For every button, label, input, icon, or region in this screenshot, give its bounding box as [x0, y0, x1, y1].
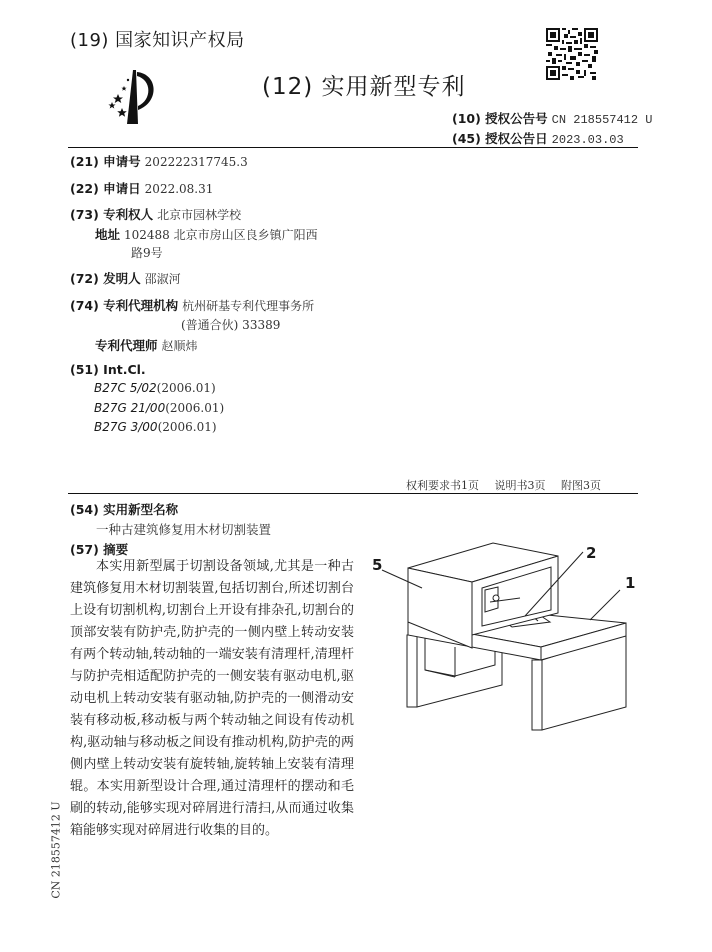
- patentee-label: (73) 专利权人: [70, 207, 154, 222]
- publication-date-value: 2023.03.03: [551, 133, 624, 147]
- ipc-code: B27G 3/00: [94, 420, 158, 434]
- ipc-version: (2006.01): [156, 381, 216, 395]
- application-date-label: (22) 申请日: [70, 181, 141, 196]
- application-number-value: 202222317745.3: [144, 155, 248, 169]
- side-publication-code: CN 218557412 U: [49, 801, 63, 899]
- application-date-row: [70, 179, 213, 197]
- section-divider: [68, 493, 638, 494]
- qr-code-icon: [546, 28, 598, 80]
- int-cl-label: (51) Int.Cl.: [70, 362, 146, 377]
- inventor-row: [70, 269, 181, 287]
- ipc-code: B27C 5/02: [94, 381, 157, 395]
- address-line2: 路9号: [131, 246, 163, 260]
- agent-row: [95, 336, 198, 354]
- int-cl-row: [70, 362, 146, 377]
- patent-drawing: [360, 530, 660, 760]
- office-name: (19) 国家知识产权局: [70, 30, 245, 51]
- agency-row: [70, 296, 314, 314]
- description-page-count: 说明书3页: [494, 479, 546, 492]
- ipc-item: [94, 381, 216, 395]
- publication-number-label: (10) 授权公告号: [452, 111, 548, 126]
- address-row: [95, 225, 318, 243]
- agency-line2: (普通合伙) 33389: [181, 318, 281, 332]
- agent-value: 赵顺炜: [161, 339, 198, 353]
- drawing-label-2: 2: [586, 544, 597, 562]
- inventor-label: (72) 发明人: [70, 271, 141, 286]
- address-line2-row: [131, 244, 163, 261]
- agency-label: (74) 专利代理机构: [70, 298, 179, 313]
- ipc-item: [94, 401, 224, 415]
- drawing-label-5: 5: [372, 556, 383, 574]
- inventor-value: 邵淑河: [144, 272, 181, 286]
- document-type-title: (12) 实用新型专利: [262, 74, 466, 100]
- application-date-value: 2022.08.31: [144, 182, 214, 196]
- claims-page-count: 权利要求书1页: [406, 479, 479, 492]
- publication-number-value: CN 218557412 U: [551, 113, 653, 127]
- application-number-row: [70, 152, 248, 170]
- publication-date-row: [452, 129, 624, 147]
- header-divider: [68, 147, 638, 148]
- drawings-page-count: 附图3页: [561, 479, 601, 492]
- abstract-text: 本实用新型属于切割设备领域,尤其是一种古建筑修复用木材切割装置,包括切割台,所述切割台上设有切割机构,切割台上开设有排杂孔,切割台的顶部安装有防护壳,防护壳的一侧内壁上转动安装有两个转动轴,转动轴的一端安装有清理杆,清理杆与防护壳相适配防护壳的一侧安装有驱动电机,驱动电机上转动安装有驱动轴,防护壳的一侧滑动安装有移动板,移动板与两个转动轴之间设有传动机构,驱动轴与移动板之间设有推动机构,防护壳的两侧内壁上转动安装有旋转轴,旋转轴上安装有清理辊。本实用新型设计合理,通过清理杆的摆动和毛刷的转动,能够实现对碎屑进行清扫,从而通过收集箱能够实现对碎屑进行收集的目的。: [70, 559, 354, 838]
- abstract-label: (57) 摘要: [70, 542, 129, 557]
- ipc-version: (2006.01): [157, 420, 217, 434]
- publication-number-row: [452, 109, 653, 127]
- page-counts: [406, 477, 613, 493]
- ipc-code: B27G 21/00: [94, 401, 166, 415]
- patentee-row: [70, 205, 241, 223]
- address-label: 地址: [95, 227, 121, 242]
- agency-line1: 杭州研基专利代理事务所: [182, 299, 315, 313]
- ipc-item: [94, 420, 217, 434]
- cnipa-logo-icon: [100, 64, 162, 126]
- patentee-value: 北京市园林学校: [157, 208, 242, 222]
- application-number-label: (21) 申请号: [70, 154, 141, 169]
- address-line1: 102488 北京市房山区良乡镇广阳西: [124, 228, 318, 242]
- utility-model-title-label: (54) 实用新型名称: [70, 502, 179, 517]
- drawing-label-1: 1: [625, 574, 636, 592]
- publication-date-label: (45) 授权公告日: [452, 131, 548, 146]
- agency-line2-row: [181, 316, 280, 333]
- utility-model-title: 一种古建筑修复用木材切割装置: [96, 522, 272, 537]
- agent-label: 专利代理师: [95, 338, 158, 353]
- ipc-version: (2006.01): [165, 401, 225, 415]
